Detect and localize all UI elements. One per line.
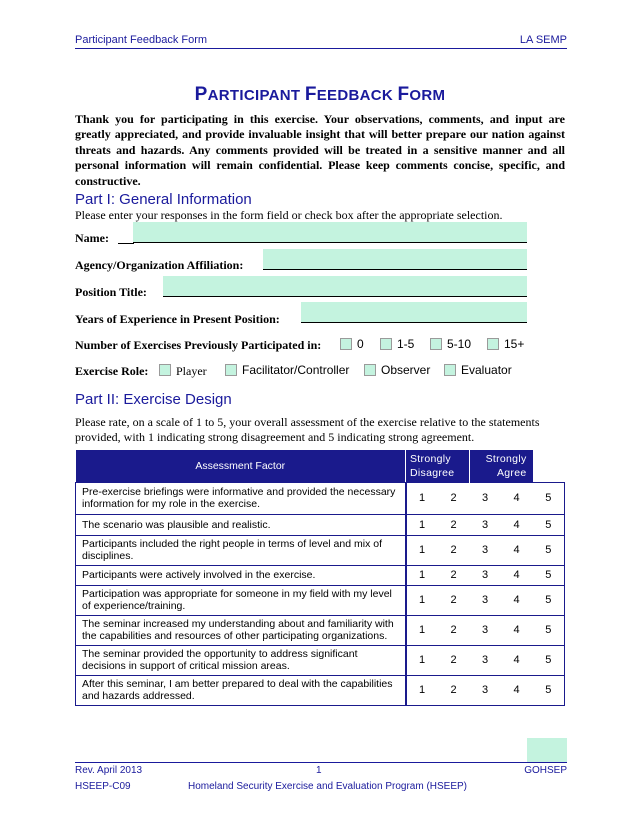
exercises-option-label: 1-5: [397, 337, 415, 351]
table-row: [76, 615, 565, 645]
rating-option[interactable]: 5: [533, 645, 565, 675]
title-initial-2: F: [304, 84, 317, 105]
part2-instructions: Please rate, on a scale of 1 to 5, your overall assessment of the exercise relative to the statements provided, with 1 indicating strong disagreement and 5 indicating strong agreement.: [75, 415, 540, 444]
table-row: [76, 535, 565, 565]
rating-option[interactable]: 2: [438, 585, 470, 615]
rating-option[interactable]: 1: [406, 615, 438, 645]
table-row: [76, 514, 565, 535]
rating-option[interactable]: 5: [533, 675, 565, 705]
rating-option[interactable]: 5: [533, 482, 565, 514]
position-label: Position Title:: [75, 285, 147, 299]
name-underline: [118, 243, 134, 244]
footer-code: HSEEP-C09: [75, 781, 131, 792]
agency-label: Agency/Organization Affiliation:: [75, 258, 244, 272]
assessment-statement: The scenario was plausible and realistic.: [76, 514, 406, 535]
page-title: [0, 84, 640, 106]
assessment-statement: The seminar provided the opportunity to address significant decisions in support of critical mission areas.: [76, 645, 406, 675]
rating-option[interactable]: 5: [533, 565, 565, 585]
rating-option[interactable]: 5: [533, 514, 565, 535]
assessment-statement: Pre-exercise briefings were informative and provided the necessary information for my role in the exercise.: [76, 482, 406, 514]
rating-option[interactable]: 2: [438, 514, 470, 535]
role-checkbox-player[interactable]: [159, 364, 171, 376]
part1-heading: Part I: General Information: [75, 191, 252, 208]
role-checkbox-observer[interactable]: [364, 364, 376, 376]
exercises-checkbox-0[interactable]: [340, 338, 352, 350]
agency-field[interactable]: [263, 249, 527, 270]
rating-option[interactable]: 1: [406, 535, 438, 565]
footer-rev: Rev. April 2013: [75, 765, 143, 776]
exercises-label: Number of Exercises Previously Participated in:: [75, 338, 322, 352]
table-row: [76, 675, 565, 705]
exercises-option-label: 5-10: [447, 337, 472, 351]
name-field[interactable]: [133, 222, 527, 243]
name-label: Name:: [75, 231, 109, 245]
rating-option[interactable]: 4: [501, 615, 533, 645]
role-checkbox-evaluator[interactable]: [444, 364, 456, 376]
table-row: [76, 565, 565, 585]
header-divider: [75, 48, 567, 49]
rating-option[interactable]: 2: [438, 675, 470, 705]
rating-option[interactable]: 3: [470, 585, 501, 615]
title-initial-3: F: [397, 84, 410, 105]
assessment-table: [75, 450, 565, 706]
rating-option[interactable]: 3: [470, 482, 501, 514]
rating-option[interactable]: 3: [470, 645, 501, 675]
footer-divider: [75, 762, 567, 763]
footer-page-number: 1: [316, 765, 322, 776]
exercises-checkbox-5-10[interactable]: [430, 338, 442, 350]
col-disagree-line1: Strongly: [410, 452, 451, 465]
header-left: Participant Feedback Form: [75, 34, 208, 46]
assessment-statement: After this seminar, I am better prepared to deal with the capabilities and hazards addressed.: [76, 675, 406, 705]
rating-option[interactable]: 1: [406, 514, 438, 535]
part1-instructions: Please enter your responses in the form field or check box after the appropriate selection.: [75, 208, 503, 222]
position-field[interactable]: [163, 276, 527, 297]
rating-option[interactable]: 4: [501, 482, 533, 514]
exercises-checkbox-15-plus[interactable]: [487, 338, 499, 350]
col-strongly-disagree: [406, 450, 470, 482]
role-option-label: Player: [176, 364, 207, 378]
table-header-row: [76, 450, 565, 482]
table-row: [76, 645, 565, 675]
rating-option[interactable]: 3: [470, 615, 501, 645]
header-right: LA SEMP: [519, 34, 567, 46]
rating-option[interactable]: 1: [406, 645, 438, 675]
table-row: [76, 585, 565, 615]
rating-option[interactable]: 3: [470, 514, 501, 535]
rating-option[interactable]: 4: [501, 645, 533, 675]
exercises-checkbox-1-5[interactable]: [380, 338, 392, 350]
rating-option[interactable]: 2: [438, 645, 470, 675]
rating-option[interactable]: 4: [501, 514, 533, 535]
title-rest-1: ARTICIPANT: [207, 87, 305, 104]
rating-option[interactable]: 4: [501, 565, 533, 585]
rating-option[interactable]: 1: [406, 482, 438, 514]
title-initial-1: P: [194, 84, 208, 105]
role-label: Exercise Role:: [75, 364, 149, 378]
rating-option[interactable]: 1: [406, 675, 438, 705]
years-label: Years of Experience in Present Position:: [75, 312, 280, 326]
rating-option[interactable]: 5: [533, 585, 565, 615]
assessment-statement: The seminar increased my understanding about and familiarity with the capabilities and resources of other participating organizations.: [76, 615, 406, 645]
exercises-option-label: 0: [357, 337, 364, 351]
rating-option[interactable]: 2: [438, 482, 470, 514]
rating-option[interactable]: 4: [501, 675, 533, 705]
assessment-statement: Participation was appropriate for someone in my field with my level of experience/training.: [76, 585, 406, 615]
title-rest-2: EEDBACK: [316, 87, 398, 104]
rating-option[interactable]: 2: [438, 615, 470, 645]
exercises-option-label: 15+: [504, 337, 525, 351]
col-disagree-line2: Disagree: [410, 466, 455, 479]
rating-option[interactable]: 3: [470, 565, 501, 585]
rating-option[interactable]: 5: [533, 535, 565, 565]
rating-option[interactable]: 3: [470, 535, 501, 565]
role-option-label: Evaluator: [461, 363, 512, 377]
col-agree-line2: Agree: [496, 466, 527, 479]
rating-option[interactable]: 4: [501, 585, 533, 615]
col-strongly-agree: [472, 450, 533, 482]
role-checkbox-facilitator[interactable]: [225, 364, 237, 376]
rating-option[interactable]: 5: [533, 615, 565, 645]
title-rest-3: ORM: [409, 87, 446, 104]
assessment-statement: Participants included the right people in terms of level and mix of disciplines.: [76, 535, 406, 565]
intro-paragraph: Thank you for participating in this exercise. Your observations, comments, and input are greatly appreciated, and provide invaluable insight that will better prepare our nation against threats and hazards. Any comments provided will be treated in a sensitive manner and all personal information will remain confidential. Please keep comments concise, specific, and constructive.: [75, 112, 565, 188]
col-agree-line1: Strongly: [485, 452, 527, 465]
rating-option[interactable]: 1: [406, 585, 438, 615]
part2-heading: Part II: Exercise Design: [75, 391, 232, 408]
years-field[interactable]: [301, 302, 527, 323]
footer-program: Homeland Security Exercise and Evaluation Program (HSEEP): [188, 781, 468, 792]
rating-option[interactable]: 2: [438, 565, 470, 585]
col-assessment-factor: Assessment Factor: [76, 450, 406, 482]
assessment-statement: Participants were actively involved in the exercise.: [76, 565, 406, 585]
footer-org: GOHSEP: [524, 765, 567, 776]
table-row: [76, 482, 565, 514]
rating-option[interactable]: 1: [406, 565, 438, 585]
signature-field[interactable]: [527, 738, 567, 762]
rating-option[interactable]: 2: [438, 535, 470, 565]
role-option-label: Observer: [381, 363, 431, 377]
rating-option[interactable]: 4: [501, 535, 533, 565]
rating-option[interactable]: 3: [470, 675, 501, 705]
role-option-label: Facilitator/Controller: [242, 363, 350, 377]
